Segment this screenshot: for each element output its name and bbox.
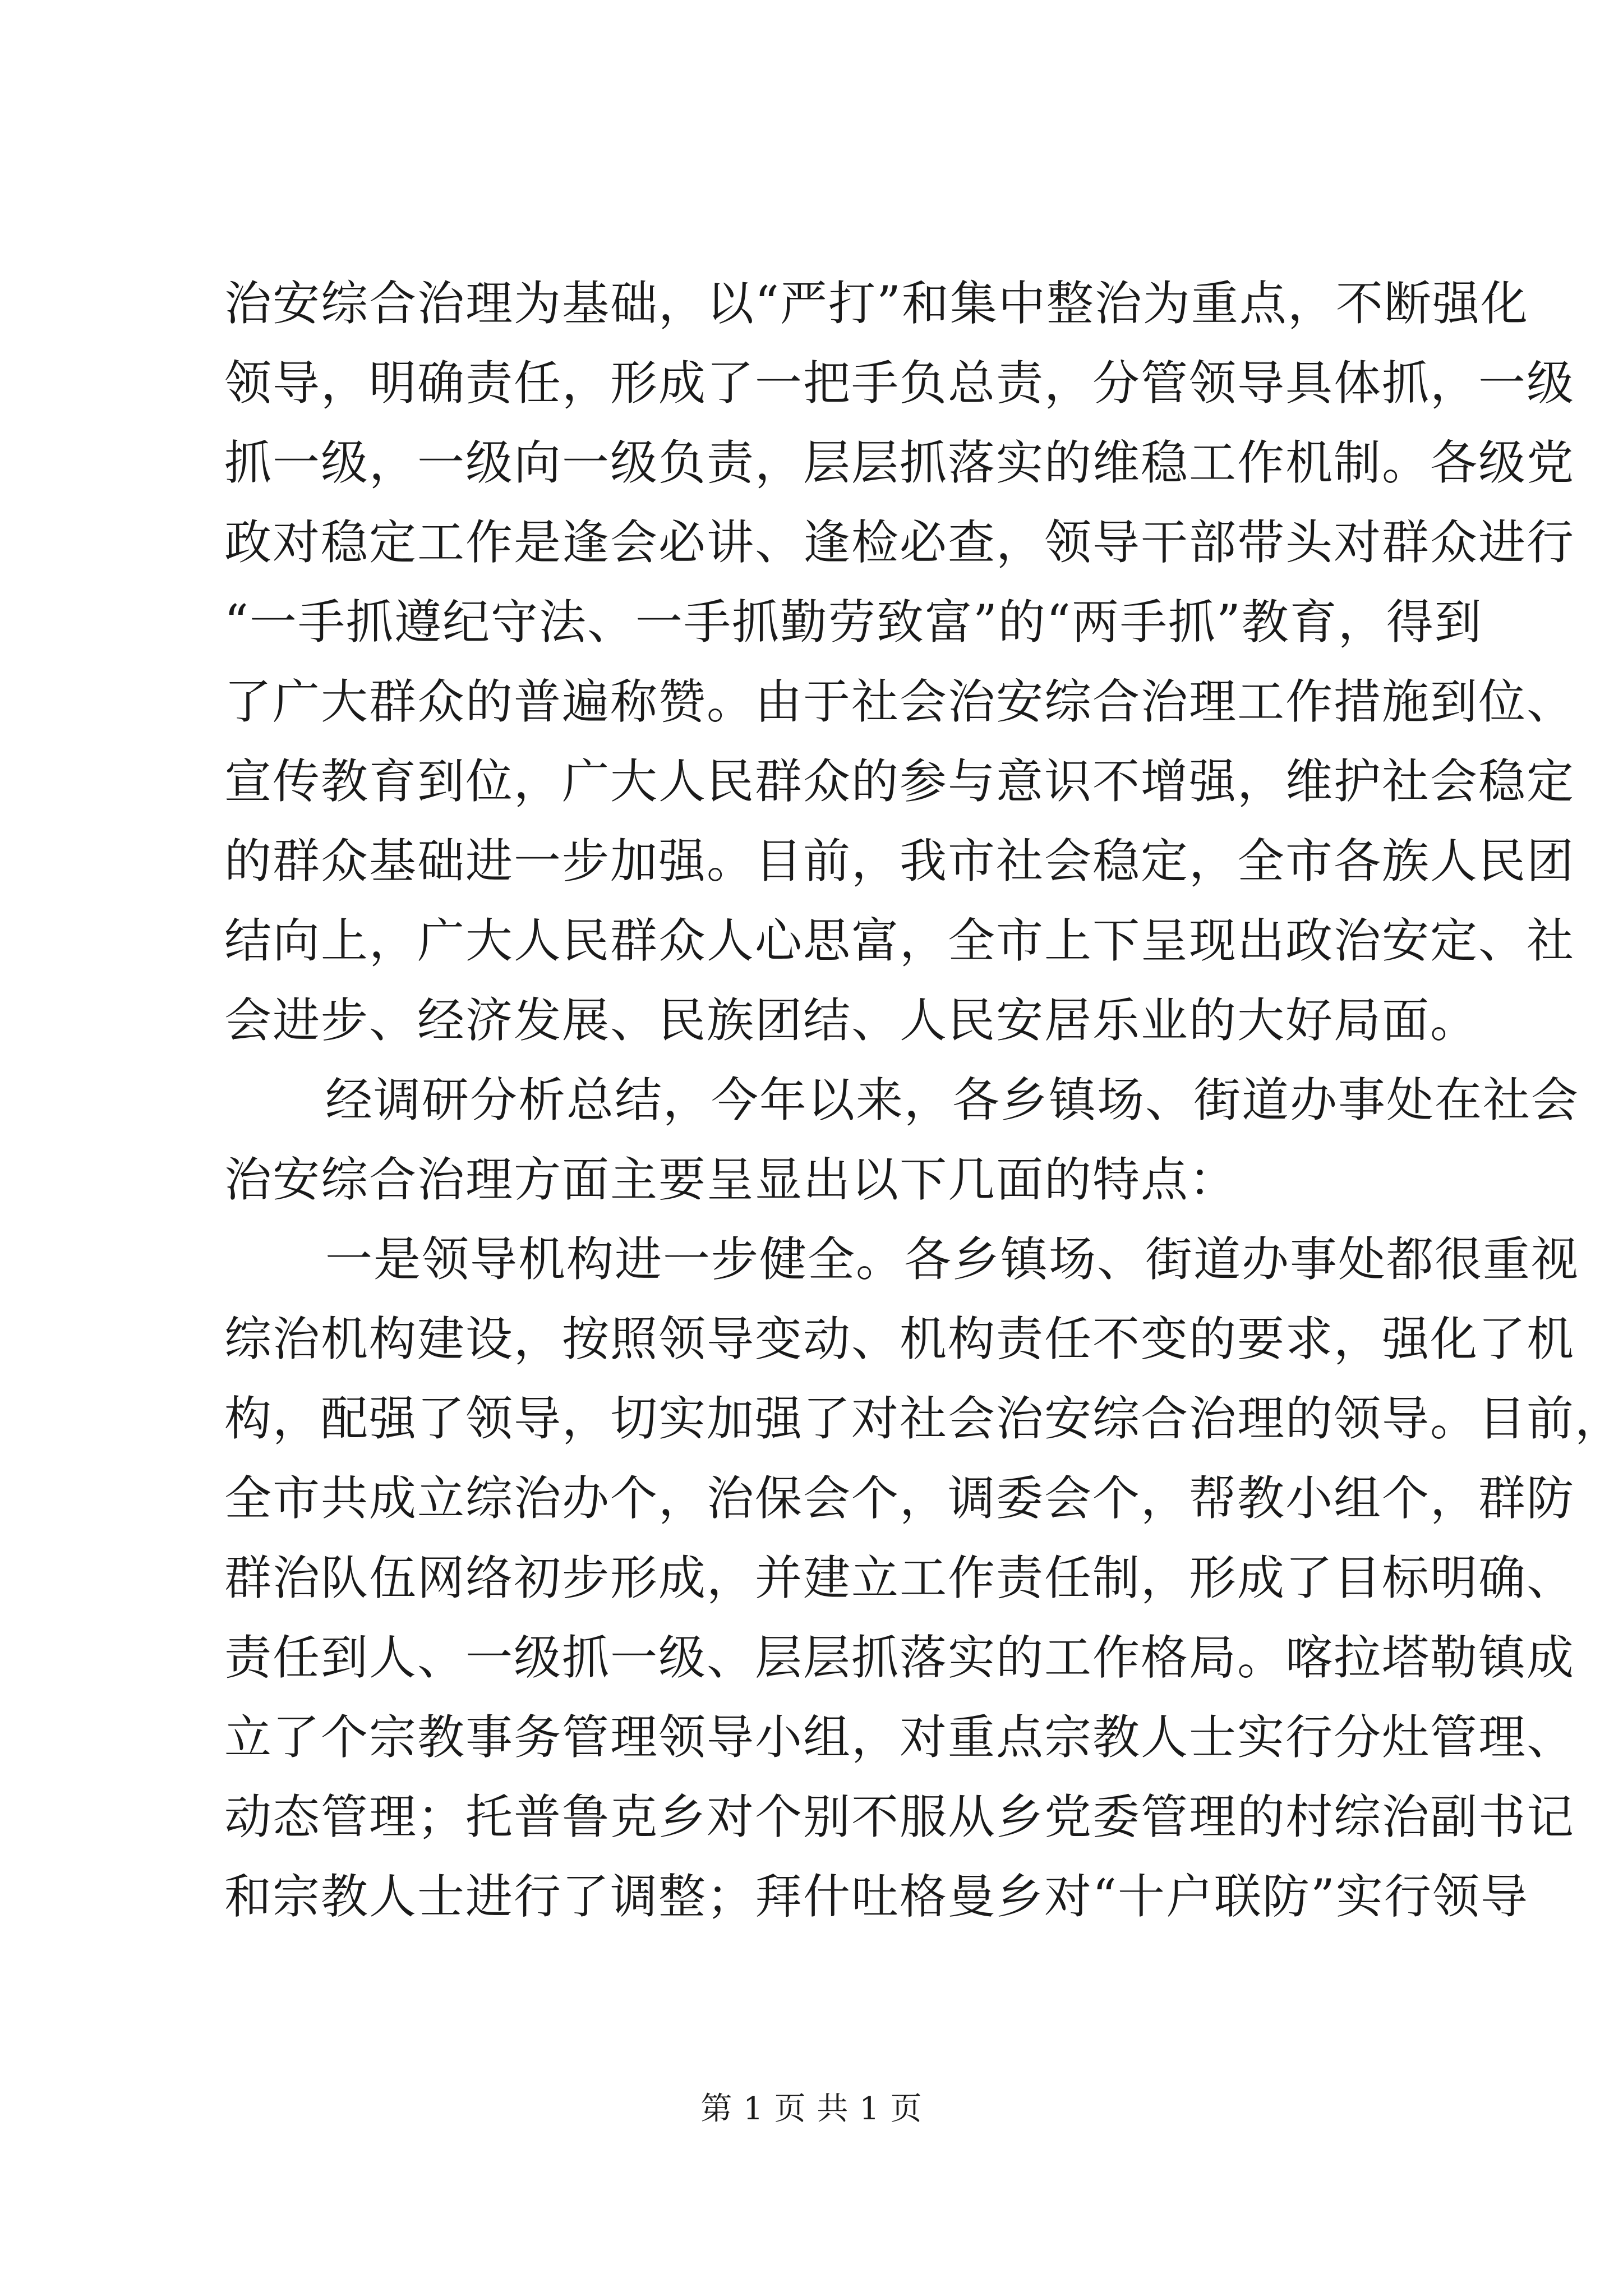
text-line: 的群众基础进一步加强。目前，我市社会稳定，全市各族人民团	[224, 834, 1575, 889]
text-line: 和宗教人士进行了调整；拜什吐格曼乡对“十户联防”实行领导	[224, 1869, 1529, 1924]
paragraph	[224, 1220, 1623, 1936]
page-footer: 第 1 页 共 1 页	[700, 2091, 923, 2127]
text-line: 构，配强了领导，切实加强了对社会治安综合治理的领导。目前，	[224, 1391, 1623, 1446]
text-line: 结向上，广大人民群众人心思富，全市上下呈现出政治安定、社	[224, 913, 1575, 968]
text-line: 一是领导机构进一步健全。各乡镇场、街道办事处都很重视	[325, 1232, 1580, 1287]
text-line: 了广大群众的普遍称赞。由于社会治安综合治理工作措施到位、	[224, 674, 1575, 729]
text-line: 治安综合治理方面主要呈显出以下几面的特点：	[224, 1152, 1238, 1207]
text-line: 综治机构建设，按照领导变动、机构责任不变的要求，强化了机	[224, 1312, 1575, 1366]
text-line: 抓一级，一级向一级负责，层层抓落实的维稳工作机制。各级党	[224, 435, 1575, 490]
text-line: 宣传教育到位，广大人民群众的参与意识不增强，维护社会稳定	[224, 754, 1575, 809]
text-line: 全市共成立综治办个，治保会个，调委会个，帮教小组个，群防	[224, 1471, 1575, 1526]
text-line: 经调研分析总结，今年以来，各乡镇场、街道办事处在社会	[325, 1073, 1580, 1128]
text-line: 责任到人、一级抓一级、层层抓落实的工作格局。喀拉塔勒镇成	[224, 1630, 1575, 1685]
paragraph	[224, 1060, 1580, 1220]
text-line: 会进步、经济发展、民族团结、人民安居乐业的大好局面。	[224, 993, 1479, 1048]
text-line: 领导，明确责任，形成了一把手负总责，分管领导具体抓，一级	[224, 356, 1575, 411]
text-line: 政对稳定工作是逢会必讲、逢检必查，领导干部带头对群众进行	[224, 515, 1575, 570]
text-line: 群治队伍网络初步形成，并建立工作责任制，形成了目标明确、	[224, 1550, 1575, 1605]
text-line: 治安综合治理为基础，以“严打”和集中整治为重点，不断强化	[224, 276, 1529, 331]
document-body	[224, 264, 1623, 1936]
text-line: 动态管理；托普鲁克乡对个别不服从乡党委管理的村综治副书记	[224, 1789, 1575, 1844]
text-line: 立了个宗教事务管理领导小组，对重点宗教人士实行分灶管理、	[224, 1710, 1575, 1765]
paragraph	[224, 264, 1575, 1060]
text-line: “一手抓遵纪守法、一手抓勤劳致富”的“两手抓”教育，得到	[224, 595, 1483, 650]
